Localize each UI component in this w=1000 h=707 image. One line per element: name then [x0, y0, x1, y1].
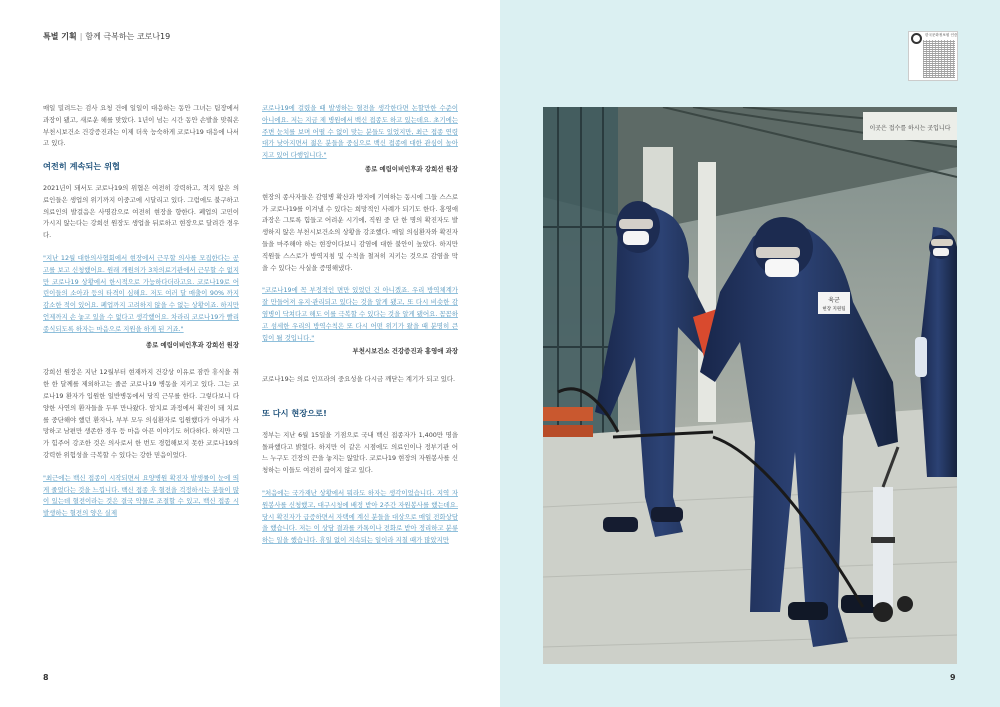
qr-pattern-icon	[923, 40, 955, 78]
paragraph: 코로나19는 의료 인프라의 중요성을 다시금 깨닫는 계기가 되고 있다.	[262, 375, 456, 384]
quote: "처음에는 국가재난 상황에서 뭐라도 하자는 생각이었습니다. 지역 자원봉사를 신청했고, 대구시청에 배정 받아 2주간 자원봉사를 했는데요. 당시 확진자가 급증하면서 자택에 계신 분들을 대상으로 매일 전화상담을 했습니다. 저는 이 상담 결과를 카톡이나 전화로 받아 정리하고 분류하는 일을 했습니다. 휴일 없이 지속되는 일이라 지칠 때가 많았지만	[262, 488, 458, 545]
uniform-sublabel: 현장 지원팀	[822, 307, 846, 312]
quote-source: 부천시보건소 건강증진과 홍영애 과장	[352, 347, 458, 356]
uniform-label: 육군	[828, 297, 840, 304]
sign-text: 이곳은 접수를 하시는 곳입니다	[869, 125, 951, 132]
subheading: 또 다시 현장으로!	[262, 407, 327, 418]
section-title: 함께 극복하는 코로나19	[85, 32, 171, 41]
separator: |	[79, 32, 83, 41]
section-label: 특별 기획	[43, 32, 77, 41]
page-number-left: 8	[43, 673, 49, 682]
disinfection-workers-illustration	[543, 107, 957, 664]
paragraph: 매일 밀려드는 검사 요청 건에 일일이 대응하는 동안 그녀는 팀장에서 과장이 됐고, 새로운 해를 맞았다. 1년이 넘는 시간 동안 손발을 맞춰온 부천시보건소 건강증진과는 이제 더욱 능숙하게 코로나19 대응에 나서고 있다.	[43, 104, 239, 148]
feature-photo	[543, 107, 957, 664]
subheading: 여전히 계속되는 위협	[43, 161, 120, 172]
quote-source: 종로 예림이비인후과 강희선 원장	[145, 340, 239, 349]
certification-badge	[908, 31, 958, 81]
paragraph: 정부는 지난 6월 15일을 기점으로 국내 백신 접종자가 1,400만 명을 돌파했다고 밝혔다. 하지만 이 같은 시점에도 의료인이나 정부기관 어느 누구도 긴장의 끈을 놓지는 않았다. 코로나19 현장의 자원봉사를 신청하는 이들도 여전히 끊이지 않고 있다.	[262, 430, 458, 475]
column-right	[262, 103, 458, 558]
quote: "코로나19에 꼭 부정적인 면만 있었던 건 아니겠죠. 우리 방역체계가 잘 만들어져 유지·관리되고 있다는 것을 알게 됐고, 또 다시 비슷한 감염병이 닥쳐다고 해도 이를 극복할 수 있다는 것을 알게 됐어요. 꼼꼼하고 섬세한 우리의 방역수칙은 또 다시 어떤 위기가 왔을 때 분명히 큰 힘이 될 것입니다."	[262, 286, 458, 342]
paragraph: 현장의 종사자들은 감염병 확산과 방지에 기여하는 동시에 그들 스스로가 코로나19를 이겨낼 수 있다는 희망적인 사례가 되기도 한다. 홍영애 과장은 그토록 힘들고 어려운 시기에, 직원 중 단 한 명의 확진자도 발생하지 않은 부천시보건소의 상황을 강조했다. 매일 의심환자와 확진자들을 마주해야 하는 현장이다보니 감염에 대한 불안이 높았다. 하지만 직원들 스스로가 방역지침 및 수칙을 철저히 지키는 것으로 감염을 막을 수 있다는 사실을 증명해냈다.	[262, 192, 458, 272]
quote: "최근에는 백신 접종이 시작되면서 요양병원 확진자 발생률이 눈에 띄게 줄었다는 것을 느낍니다. 백신 접종 후 혈전을 걱정하시는 분들이 많이 있는데 혈전이라는 것은 결국 약물로 조절할 수 있고, 백신 접종 시 발생하는 혈전의 양은 실제	[43, 473, 239, 518]
quote: 코로나19에 걸렸을 때 발생하는 혈전을 생각한다면 논할만한 수준이 아니에요. 저는 지금 제 병원에서 백신 접종도 하고 있는데요. 초기에는 주변 눈치를 보며 어떨 수 없이 맞는 분들도 있었지만, 최근 접종 연령대가 낮아지면서 젊은 분들을 중심으로 백신 접종에 대한 관심이 높아지고 있어 다행입니다."	[262, 104, 458, 160]
running-head	[43, 31, 170, 42]
column-left	[43, 103, 239, 531]
paragraph: 2021년이 돼서도 코로나19의 위협은 여전히 강력하고, 적지 않은 의료인들은 생업의 위기까지 이중고에 시달리고 있다. 그럼에도 불구하고 의료인의 발걸음은 사명감으로 여전히 현장을 향한다. 폐업의 고민이 가시지 않는다는 강희선 원장도 생업을 뒤로하고 현장으로 달려간 경우다.	[43, 183, 239, 240]
quote: "지난 12월 대한의사협회에서 현장에서 근무할 의사를 모집한다는 공고를 보고 신청했어요. 원래 개원의가 3차의료기관에서 근무할 수 없지만 코로나19 상황에서 한시적으로 가능하다더라고요. 코로나19로 어린이들의 소아과 등의 타격이 심해요. 저도 여러 달 매출이 90% 까지 감소한 적이 있어요. 폐업까지 고려하지 않을 수 없는 상황이죠. 하지만 언제까지 손 놓고 있을 수 없다고 생각했어요. 차라리 코로나19가 빨리 종식되도록 하자는 마음으로 지원을 하게 된 거죠."	[43, 253, 239, 333]
badge-text: 한국문화정보원 인증	[925, 33, 958, 37]
badge-logo-icon	[911, 33, 922, 44]
page-number-right: 9	[950, 673, 956, 682]
quote-source: 종로 예림이비인후과 강희선 원장	[364, 164, 458, 173]
paragraph: 강희선 원장은 지난 12월부터 현재까지 건강상 이유로 잠깐 휴식을 취한 한 달께를 제외하고는 줄곧 코로나19 병동을 지키고 있다. 그는 코로나19 환자가 입원한 일반병동에서 당직 근무를 한다. 그렇다보니 다양한 사연의 환자들을 두루 만나왔다. 암치료 과정에서 확진이 돼 치료를 중단해야 했던 환자나, 부부 모두 의심환자로 입원했다가 아내가 사망하고 남편만 생존한 경우 등 마음 아픈 이야기도 허다하다. 하지만 그가 힘주어 강조한 것은 의사로서 한 번도 경험해보지 못한 코로나19의 강력한 위험성을 극복할 수 있다는 강한 믿음이었다.	[43, 368, 239, 459]
